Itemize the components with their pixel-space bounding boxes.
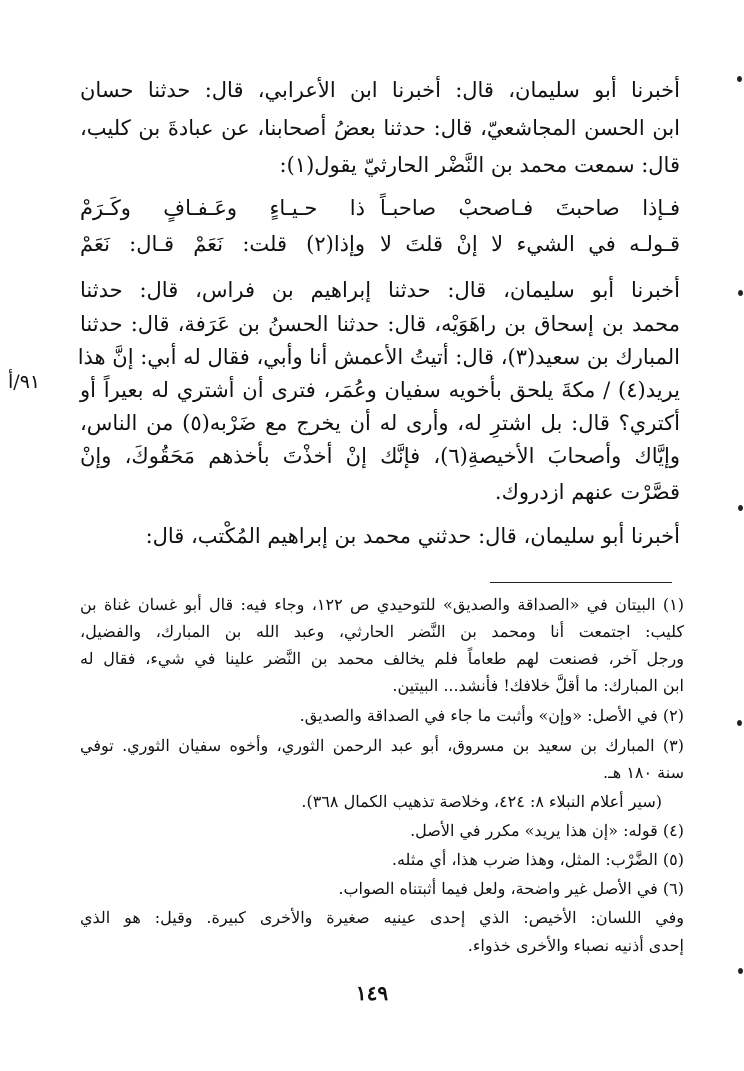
page-number: ١٤٩ — [355, 981, 389, 1005]
footnote-line: (٤) قوله: «إن هذا يريد» مكرر في الأصل. — [410, 821, 684, 840]
footnote-line: وفي اللسان: الأخيص: الذي إحدى عينيه صغيرة والأخرى كبيرة. وقيل: هو الذي — [80, 908, 684, 927]
body-line: أخبرنا أبو سليمان، قال: أخبرنا ابن الأعرابي، قال: حدثنا حسان — [80, 78, 680, 102]
footnote-line: سنة ١٨٠ هـ. — [603, 763, 684, 782]
footnote-separator — [490, 582, 672, 583]
scan-speck — [737, 76, 742, 82]
scan-speck — [737, 720, 742, 726]
manuscript-folio-ref: ٩١/أ — [8, 371, 41, 393]
verse-hemistich: فـإذا صاحبتَ فـاصحبْ صاحبـاً — [380, 196, 680, 220]
body-line: وإيَّاك وأصحابَ الأخيصةِ(٦)، فإنَّك إنْ أخذْتَ بأخذهم مَحَقُوكَ، وإنْ — [80, 444, 680, 468]
footnote-line: ابن المبارك: ما أقلَّ خلافك! فأنشد... البيتين. — [392, 676, 684, 695]
footnote-line: إحدى أذنيه نصباء والأخرى خذواء. — [467, 936, 684, 955]
body-line: أكتري؟ قال: بل اشترِ له، وأرى له أن يخرج مع ضَرْبه(٥) من الناس، — [80, 411, 680, 435]
verse-line — [80, 190, 680, 226]
footnote-line: (١) البيتان في «الصداقة والصديق» للتوحيدي ص ١٢٢، وجاء فيه: قال أبو غسان غناة بن — [80, 595, 685, 614]
body-line: المبارك بن سعيد(٣)، قال: أتيتُ الأعمش أنا وأبي، فقال له أبي: إنَّ هذا — [77, 345, 680, 369]
footnote-line: (٣) المبارك بن سعيد بن مسروق، أبو عبد الرحمن الثوري، وأخوه سفيان الثوري. توفي — [80, 736, 684, 755]
footnote-line: (٥) الضَّرْب: المثل، وهذا ضرب هذا، أي مثله. — [391, 850, 684, 869]
verse-line — [80, 226, 680, 262]
body-line: قصَّرْت عنهم ازدروك. — [494, 480, 680, 504]
body-line: محمد بن إسحاق بن راهَوَيْه، قال: حدثنا الحسنُ بن عَرَفة، قال: حدثنا — [80, 312, 680, 336]
footnote-line: (٦) في الأصل غير واضحة، ولعل فيما أثبتناه الصواب. — [338, 879, 684, 898]
footnote-line: (سير أعلام النبلاء ٨: ٤٢٤، وخلاصة تذهيب الكمال ٣٦٨). — [301, 792, 662, 811]
verse-hemistich: قـولـه في الشيء لا إنْ قلتَ لا — [380, 232, 680, 256]
scan-speck — [738, 290, 743, 296]
body-line: يريد(٤) / مكةَ يلحق بأخويه سفيان وعُمَر، فترى أن أشتري له بعيراً أو — [80, 378, 680, 402]
body-line: ابن الحسن المجاشعيّ، قال: حدثنا بعضُ أصحابنا، عن عبادةَ بن كليب، — [80, 116, 680, 140]
body-line: أخبرنا أبو سليمان، قال: حدثني محمد بن إبراهيم المُكْتب، قال: — [145, 524, 680, 548]
footnote-line: كليب: اجتمعت أنا ومحمد بن النَّضر الحارثي، وعبد الله بن المبارك، والفضيل، — [80, 622, 684, 641]
scan-speck — [738, 968, 743, 974]
scan-speck — [738, 505, 743, 511]
body-line: أخبرنا أبو سليمان، قال: حدثنا إبراهيم بن فراس، قال: حدثنا — [80, 278, 680, 302]
verse-hemistich: ذا حـيـاءٍ وعَـفـافٍ وكَـرَمْ — [80, 196, 365, 220]
footnote-line: ورجل آخر، فصنعت لهم طعاماً فلم يخالف محمد بن النَّضر علينا في شيء، فقال له — [80, 649, 684, 668]
footnote-line: (٢) في الأصل: «وإن» وأثبت ما جاء في الصداقة والصديق. — [299, 706, 684, 725]
body-line: قال: سمعت محمد بن النَّضْر الحارثيّ يقول(١): — [279, 153, 680, 177]
verse-hemistich: وإذا(٢) قلت: نَعَمْ قـال: نَعَمْ — [80, 232, 365, 256]
